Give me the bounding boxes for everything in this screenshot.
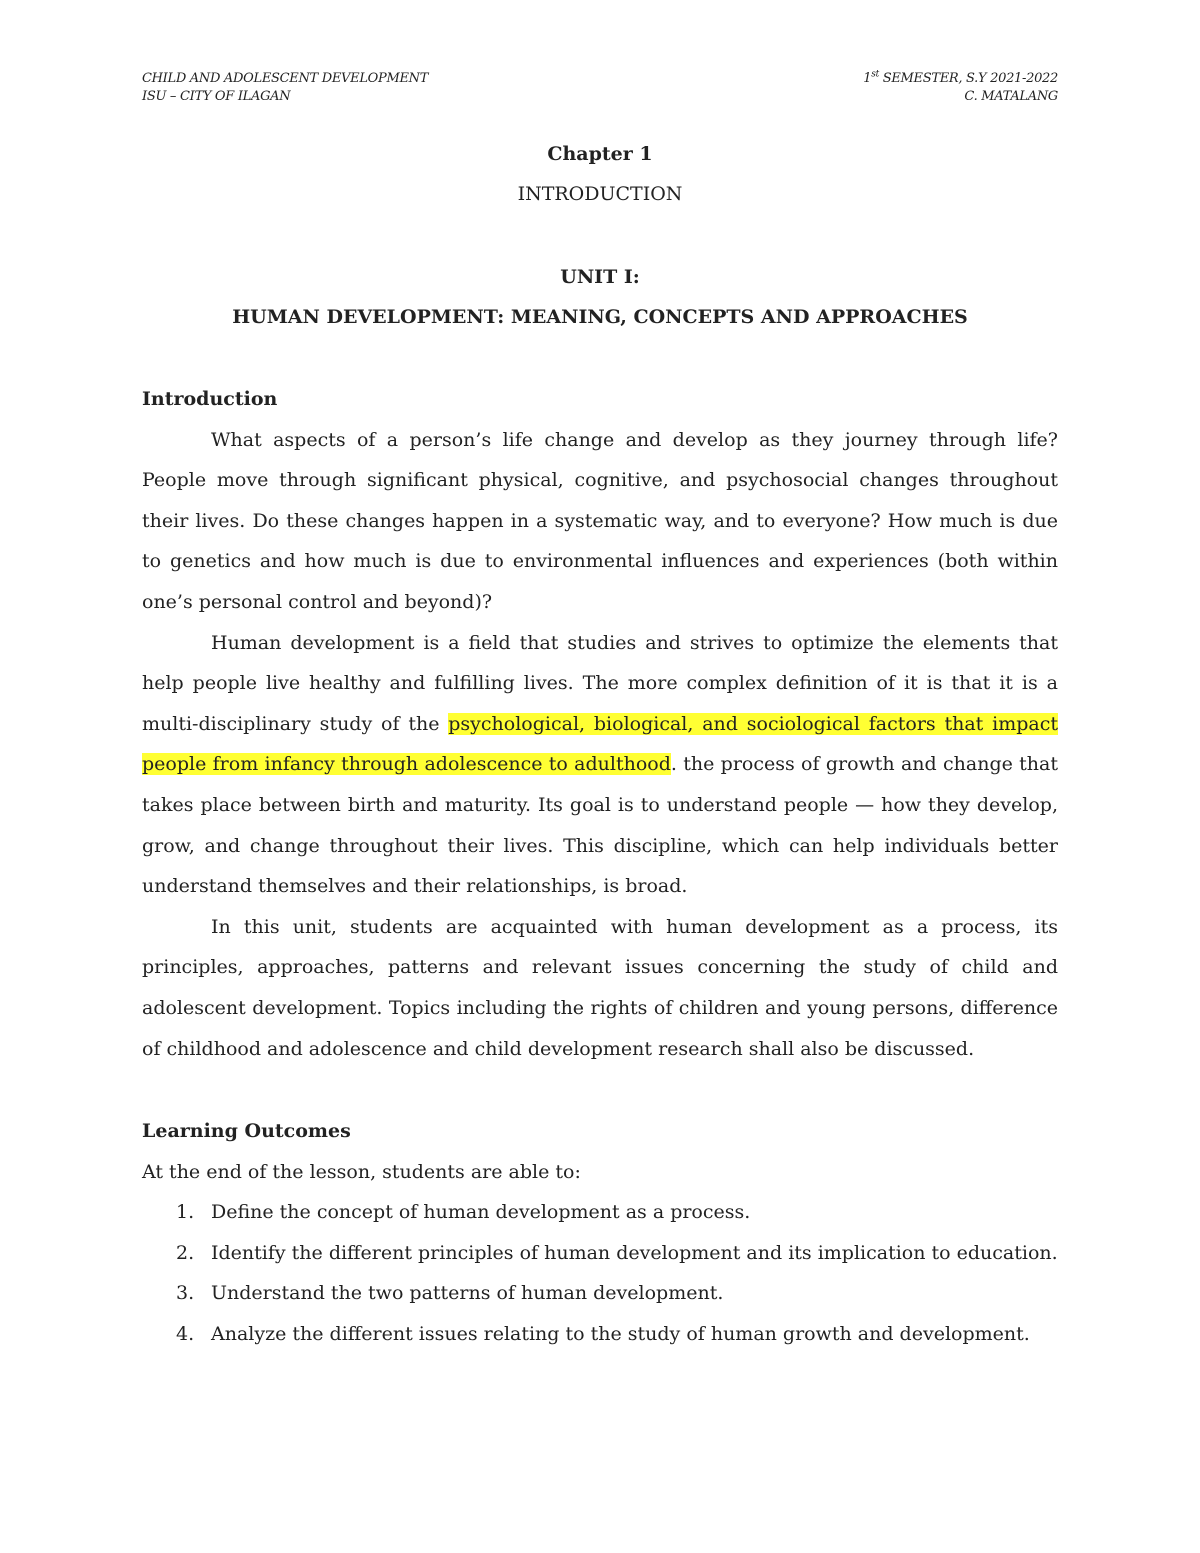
outcomes-lead: At the end of the lesson, students are able to: [142, 1160, 581, 1183]
course-title: CHILD AND ADOLESCENT DEVELOPMENT [142, 71, 429, 86]
highlighted-text: psychological, biological, and sociological factors that impact people from infancy through adolescence to adulthood [142, 712, 1058, 776]
learning-outcomes-heading: Learning Outcomes [142, 1120, 351, 1142]
unit-title: HUMAN DEVELOPMENT: MEANING, CONCEPTS AND APPROACHES [232, 306, 968, 328]
list-item: 4. Analyze the different issues relating to the study of human growth and development. [176, 1322, 1030, 1345]
intro-paragraph-2: Human development is a field that studies and strives to optimize the elements that help people live healthy and fulfilling lives. The more complex definition of it is that it is a multi-disciplinary study of the psychological, biological, and sociological factors that impact people from infancy through adolescence to adulthood. the process of growth and change that takes place between birth and maturity. Its goal is to understand people — how they develop, grow, and change throughout their lives. This discipline, which can help individuals better understand themselves and their relationships, is broad. [142, 631, 1058, 898]
learning-outcomes-section [142, 1111, 1058, 1355]
list-item: 2. Identify the different principles of human development and its implication to education. [176, 1241, 1058, 1264]
outcomes-list [142, 1192, 1058, 1354]
unit-label: UNIT I: [560, 266, 640, 288]
introduction-heading: Introduction [142, 388, 278, 410]
chapter-label: Chapter 1 [547, 143, 653, 165]
author: C. MATALANG [964, 89, 1058, 104]
semester: 1st SEMESTER, S.Y 2021-2022 [863, 69, 1058, 86]
introduction-section [142, 379, 1058, 1069]
list-item: 3. Understand the two patterns of human development. [176, 1282, 724, 1305]
page-header-left [142, 70, 428, 106]
list-item: 1. Define the concept of human development as a process. [176, 1201, 751, 1224]
chapter-title: INTRODUCTION [517, 183, 683, 205]
intro-paragraph-1: What aspects of a person’s life change and develop as they journey through life? People move through significant physical, cognitive, and psychosocial changes throughout their lives. Do these changes happen in a systematic way, and to everyone? How much is due to genetics and how much is due to environmental influences and experiences (both within one’s personal control and beyond)? [142, 428, 1058, 613]
institution: ISU – CITY OF ILAGAN [142, 89, 291, 104]
page-header-right [863, 70, 1058, 106]
intro-paragraph-3: In this unit, students are acquainted with human development as a process, its principles, approaches, patterns and relevant issues concerning the study of child and adolescent development. Topics including the rights of children and young persons, difference of childhood and adolescence and child development research shall also be discussed. [142, 915, 1058, 1060]
